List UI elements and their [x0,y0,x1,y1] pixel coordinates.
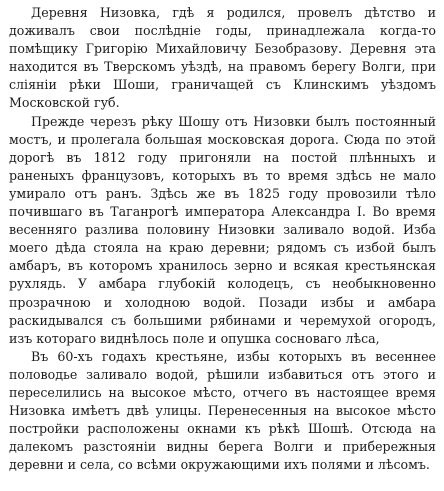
paragraph-birthplace: Деревня Низовка, гдѣ я родился, провелъ дѣтство и доживалъ свои послѣдніе годы, принадлежала когда-то помѣщику Григорію Михайловичу Безобразову. Деревня эта находится въ Тверскомъ уѣздѣ, на правомъ берегу Волги, при сліяніи рѣки Шоши, граничащей съ Клинскимъ уѣздомъ Московской губ. [9,5,436,111]
paragraph-relocation: Въ 60-хъ годахъ крестьяне, избы которыхъ въ весеннее половодье заливало водой, рѣшили избавиться отъ этого и переселились на высокое мѣсто, отчего въ настоящее время Низовка имѣетъ двѣ улицы. Перенесенныя на высокое мѣсто постройки расположены окнами къ рѣкѣ Шошѣ. Отсюда на далекомъ разстояніи видны берега Волги и прибережныя деревни и села, со всѣми окружающими ихъ полями и лѣсомъ. [9,348,436,473]
paragraph-history: Прежде черезъ рѣку Шошу отъ Низовки былъ постоянный мостъ, и пролегала большая московская дорога. Сюда по этой дорогѣ въ 1812 году пригоняли на постой плѣнныхъ и раненыхъ французовъ, которыхъ въ то время здѣсь не мало умирало отъ ранъ. Здѣсь же въ 1825 году провозили тѣло почившаго въ Таганрогѣ императора Александра I. Во время весенняго разлива половину Низовки заливало водой. Изба моего дѣда стояла на краю деревни; рядомъ съ избой былъ амбаръ, въ которомъ хранилось зерно и всякая крестьянская рухлядь. У амбара глубокій колодецъ, съ необыкновенно прозрачною и холодною водой. Позади избы и амбара раскидывался съ большими рябинами и черемухой огородъ, изъ котораго виднѣлось поле и опушка сосноваго лѣса, [9,113,436,346]
